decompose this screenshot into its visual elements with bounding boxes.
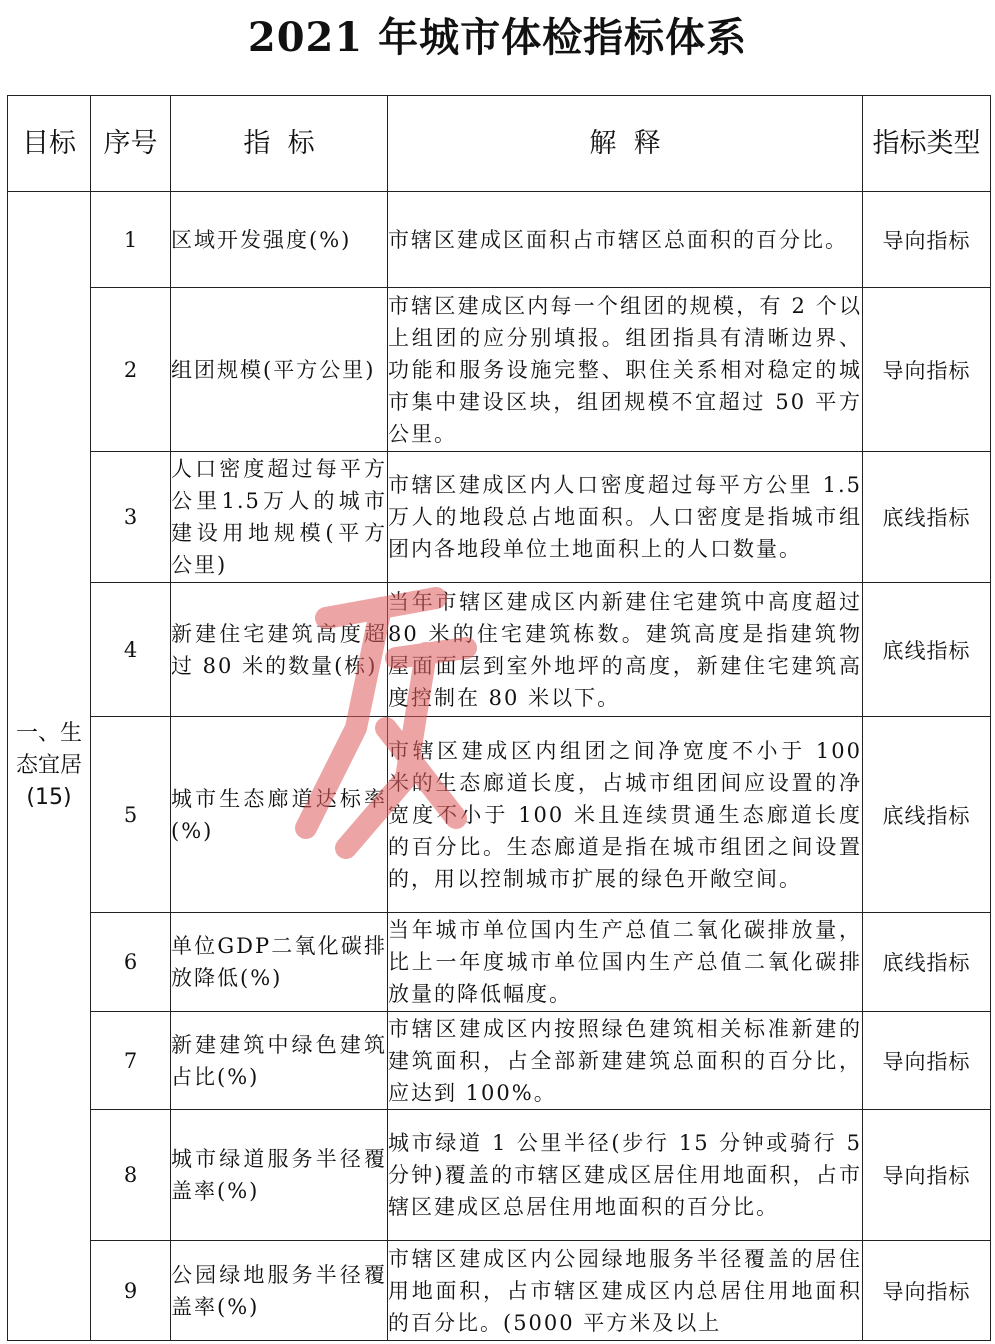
table-row [8,913,991,1012]
row-type: 导向指标 [863,1110,991,1241]
row-explanation: 市辖区建成区内按照绿色建筑相关标准新建的建筑面积，占全部新建建筑总面积的百分比，应达到 100%。 [388,1012,863,1110]
row-indicator: 单位GDP二氧化碳排放降低(%) [171,913,388,1012]
table-row [8,452,991,583]
row-explanation: 市辖区建成区内公园绿地服务半径覆盖的居住用地面积，占市辖区建成区内总居住用地面积的百分比。(5000 平方米及以上 [388,1241,863,1341]
table-row [8,192,991,288]
row-indicator: 城市绿道服务半径覆盖率(%) [171,1110,388,1241]
row-indicator: 新建建筑中绿色建筑占比(%) [171,1012,388,1110]
indicator-table-wrapper [7,95,990,1341]
row-explanation: 市辖区建成区面积占市辖区总面积的百分比。 [388,192,863,288]
row-indicator: 区域开发强度(%) [171,192,388,288]
row-explanation: 市辖区建成区内每一个组团的规模，有 2 个以上组团的应分别填报。组团指具有清晰边界、功能和服务设施完整、职住关系相对稳定的城市集中建设区块，组团规模不宜超过 50 平方公里。 [388,288,863,452]
table-row [8,1110,991,1241]
header-goal: 目标 [8,96,91,192]
row-type: 底线指标 [863,452,991,583]
row-type: 导向指标 [863,288,991,452]
table-row [8,1241,991,1341]
header-type: 指标类型 [863,96,991,192]
row-explanation: 市辖区建成区内组团之间净宽度不小于 100 米的生态廊道长度，占城市组团间应设置的净宽度不小于 100 米且连续贯通生态廊道长度的百分比。生态廊道是指在城市组团之间设置的，用以控制城市扩展的绿色开敞空间。 [388,717,863,913]
header-indicator-label: 指 标 [243,127,315,159]
header-row [8,96,991,192]
row-type: 导向指标 [863,1012,991,1110]
row-indicator: 组团规模(平方公里) [171,288,388,452]
row-type: 底线指标 [863,717,991,913]
row-seq: 8 [91,1110,171,1241]
row-type: 底线指标 [863,583,991,717]
row-type: 导向指标 [863,192,991,288]
row-type: 导向指标 [863,1241,991,1341]
row-seq: 7 [91,1012,171,1110]
row-seq: 1 [91,192,171,288]
header-explanation-label: 解 释 [589,127,661,159]
table-row [8,1012,991,1110]
row-explanation: 当年市辖区建成区内新建住宅建筑中高度超过 80 米的住宅建筑栋数。建筑高度是指建筑物屋面面层到室外地坪的高度，新建住宅建筑高度控制在 80 米以下。 [388,583,863,717]
row-seq: 3 [91,452,171,583]
row-seq: 5 [91,717,171,913]
row-explanation: 市辖区建成区内人口密度超过每平方公里 1.5 万人的地段总占地面积。人口密度是指城市组团内各地段单位土地面积上的人口数量。 [388,452,863,583]
row-indicator: 人口密度超过每平方公里1.5万人的城市建设用地规模(平方公里) [171,452,388,583]
row-seq: 6 [91,913,171,1012]
row-type: 底线指标 [863,913,991,1012]
table-row [8,288,991,452]
header-explanation [388,96,863,192]
row-seq: 2 [91,288,171,452]
goal-group-cell: 一、生态宜居(15) [8,192,91,1341]
row-indicator: 公园绿地服务半径覆盖率(%) [171,1241,388,1341]
row-indicator: 新建住宅建筑高度超过 80 米的数量(栋) [171,583,388,717]
table-row [8,717,991,913]
row-explanation: 当年城市单位国内生产总值二氧化碳排放量，比上一年度城市单位国内生产总值二氧化碳排放量的降低幅度。 [388,913,863,1012]
header-indicator [171,96,388,192]
table-row [8,583,991,717]
row-seq: 4 [91,583,171,717]
header-seq: 序号 [91,96,171,192]
row-seq: 9 [91,1241,171,1341]
indicator-table [7,95,991,1341]
row-explanation: 城市绿道 1 公里半径(步行 15 分钟或骑行 5 分钟)覆盖的市辖区建成区居住用地面积，占市辖区建成区总居住用地面积的百分比。 [388,1110,863,1241]
page-title: 2021 年城市体检指标体系 [247,14,748,61]
row-indicator: 城市生态廊道达标率(%) [171,717,388,913]
